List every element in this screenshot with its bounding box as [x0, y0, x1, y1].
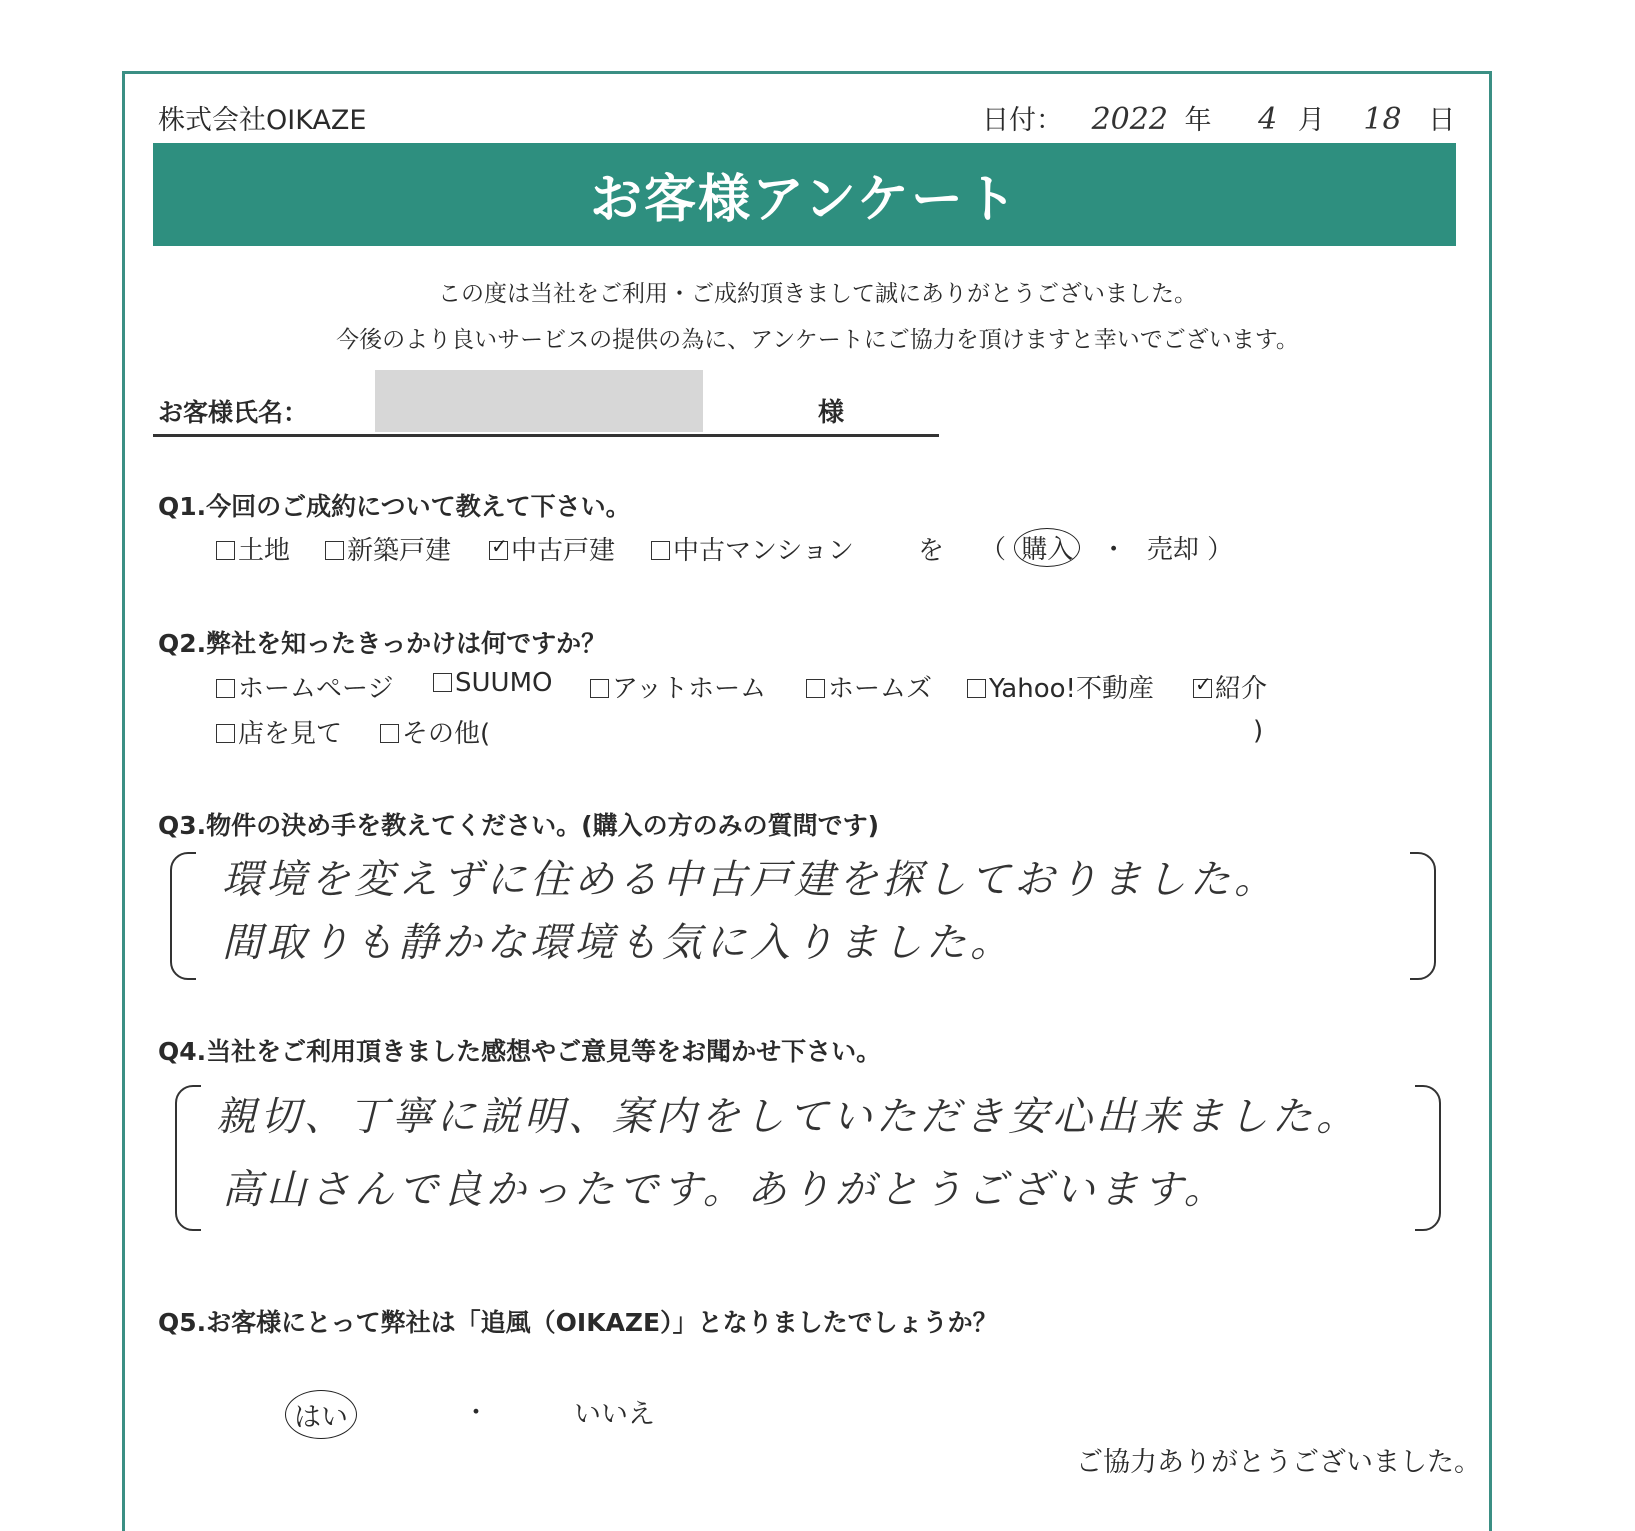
date-year: 2022	[1091, 102, 1168, 137]
checkbox[interactable]	[967, 679, 986, 698]
checkbox[interactable]	[590, 679, 609, 698]
title-banner	[153, 143, 1456, 246]
option-label: 紹介	[1215, 674, 1268, 704]
q2-option-homes[interactable]	[806, 668, 932, 705]
q2-question: Q2.弊社を知ったきっかけは何ですか？	[158, 629, 607, 658]
q2-option-store[interactable]	[216, 713, 342, 750]
option-label: 店を見て	[238, 719, 343, 749]
intro-line-1: この度は当社をご利用・ご成約頂きまして誠にありがとうございました。	[438, 281, 1197, 307]
checkbox[interactable]	[325, 541, 344, 560]
checkbox[interactable]	[806, 679, 825, 698]
option-label: ホームズ	[828, 674, 933, 704]
q1-option-new-house[interactable]	[325, 530, 451, 567]
q2-option-referral[interactable]	[1193, 668, 1267, 705]
checkbox[interactable]	[216, 679, 235, 698]
checkbox[interactable]	[651, 541, 670, 560]
sell-option[interactable]: 売却	[1146, 535, 1199, 565]
date-line	[982, 98, 1455, 137]
checkbox[interactable]	[380, 724, 399, 743]
day-unit: 日	[1428, 105, 1456, 136]
q5-separator: ・	[463, 1398, 490, 1428]
q3-answer-line-1: 環境を変えずに住める中古戸建を探しておりました。	[222, 857, 1278, 903]
company-name: 株式会社OIKAZE	[158, 105, 367, 136]
q2-option-yahoo[interactable]	[967, 668, 1154, 705]
q2-option-athome[interactable]	[590, 668, 766, 705]
customer-name-label: お客様氏名：	[158, 398, 309, 427]
q1-buy-sell	[980, 528, 1233, 567]
checkbox[interactable]	[216, 541, 235, 560]
separator: ・	[1100, 535, 1127, 565]
q4-answer-line-1: 親切、丁寧に説明、案内をしていただき安心出来ました。	[216, 1094, 1360, 1140]
q5-yes-option[interactable]	[285, 1390, 357, 1439]
option-label: アットホーム	[612, 674, 767, 704]
q5-no-option[interactable]: いいえ	[574, 1399, 655, 1430]
month-unit: 月	[1297, 105, 1325, 136]
date-day: 18	[1363, 102, 1402, 137]
year-unit: 年	[1184, 105, 1212, 136]
checkbox[interactable]	[216, 724, 235, 743]
yes-circled[interactable]: はい	[285, 1390, 357, 1439]
q1-option-land[interactable]	[216, 530, 290, 567]
customer-name-redacted	[375, 370, 703, 432]
checkbox-checked[interactable]	[1193, 679, 1212, 698]
q1-option-used-house[interactable]	[489, 530, 615, 567]
option-label: 中古マンション	[673, 536, 854, 566]
option-label: その他(	[402, 719, 491, 749]
option-label: Yahoo!不動産	[989, 674, 1154, 704]
q2-option-other[interactable]	[380, 713, 490, 750]
close-paren: ）	[1207, 535, 1234, 565]
q2-other-close: )	[1253, 716, 1264, 746]
buy-option-circled[interactable]: 購入	[1014, 528, 1080, 567]
q5-question: Q5.お客様にとって弊社は「追風（OIKAZE）」となりましたでしょうか？	[158, 1308, 998, 1337]
q4-answer-line-2: 高山さんで良かったです。ありがとうございます。	[222, 1167, 1228, 1213]
closing-thanks: ご協力ありがとうございました。	[1076, 1447, 1481, 1478]
intro-line-2: 今後のより良いサービスの提供の為に、アンケートにご協力を頂けますと幸いでございます。	[336, 327, 1299, 353]
q4-question: Q4.当社をご利用頂きました感想やご意見等をお聞かせ下さい。	[158, 1037, 882, 1066]
q1-wo: を	[918, 536, 945, 566]
checkbox-checked[interactable]	[489, 541, 508, 560]
customer-name-underline	[153, 434, 939, 437]
q2-option-suumo[interactable]	[433, 668, 552, 698]
q1-question: Q1.今回のご成約について教えて下さい。	[158, 492, 631, 521]
q3-question: Q3.物件の決め手を教えてください。(購入の方のみの質問です)	[158, 811, 879, 840]
option-label: 中古戸建	[511, 536, 616, 566]
q2-option-homepage[interactable]	[216, 668, 393, 705]
checkbox[interactable]	[433, 673, 452, 692]
date-month: 4	[1258, 102, 1278, 137]
page-title: お客様アンケート	[590, 170, 1019, 230]
option-label: ホームページ	[238, 674, 394, 704]
open-paren: （	[980, 535, 1007, 565]
option-label: 土地	[238, 536, 291, 566]
date-label: 日付：	[982, 105, 1063, 136]
customer-name-suffix: 様	[818, 398, 845, 428]
option-label: SUUMO	[455, 668, 553, 698]
q3-answer-line-2: 間取りも静かな環境も気に入りました。	[222, 920, 1014, 966]
q1-option-used-condo[interactable]	[651, 530, 854, 567]
option-label: 新築戸建	[347, 536, 452, 566]
